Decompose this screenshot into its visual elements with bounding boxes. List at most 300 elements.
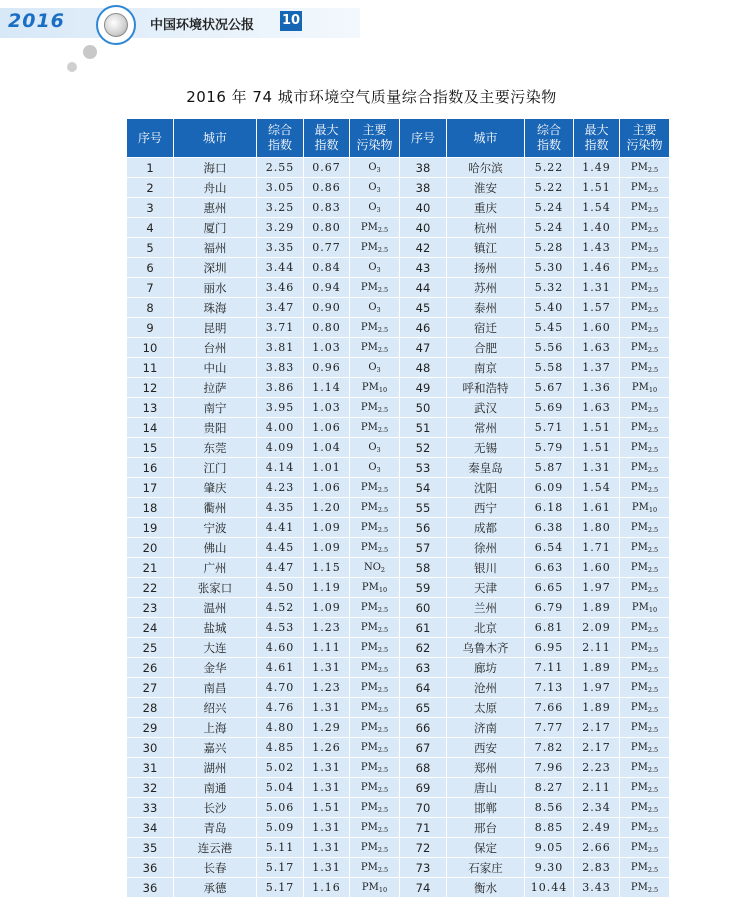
max-index-cell: 1.31 [304,658,350,678]
composite-index-cell: 5.17 [257,878,304,898]
rank-cell: 1 [127,158,174,178]
rank-cell: 43 [400,258,447,278]
rank-cell: 48 [400,358,447,378]
max-index-cell: 1.40 [574,218,620,238]
main-pollutant-cell: $PM_{2.5}$ [620,198,670,218]
city-cell: 衢州 [174,498,257,518]
max-index-cell: 0.94 [304,278,350,298]
table-row [127,298,670,318]
max-index-cell: 1.54 [574,478,620,498]
table-row [127,518,670,538]
rank-cell: 9 [127,318,174,338]
composite-index-cell: 7.77 [525,718,574,738]
max-index-cell: 2.34 [574,798,620,818]
rank-cell: 68 [400,758,447,778]
rank-cell: 62 [400,638,447,658]
table-row [127,218,670,238]
composite-index-cell: 5.22 [525,178,574,198]
max-index-cell: 0.84 [304,258,350,278]
max-index-cell: 2.83 [574,858,620,878]
composite-index-cell: 6.95 [525,638,574,658]
city-cell: 邯郸 [447,798,525,818]
max-index-cell: 1.03 [304,398,350,418]
main-pollutant-cell: $PM_{2.5}$ [620,638,670,658]
table-row [127,638,670,658]
max-index-cell: 1.51 [574,178,620,198]
rank-cell: 65 [400,698,447,718]
max-index-cell: 1.31 [304,698,350,718]
composite-index-cell: 4.23 [257,478,304,498]
page-number: 10 [280,11,302,31]
main-pollutant-cell: $PM_{10}$ [620,598,670,618]
rank-cell: 15 [127,438,174,458]
max-index-cell: 0.96 [304,358,350,378]
rank-cell: 71 [400,818,447,838]
rank-cell: 73 [400,858,447,878]
table-row [127,358,670,378]
rank-cell: 32 [127,778,174,798]
main-pollutant-cell: $PM_{2.5}$ [620,838,670,858]
main-pollutant-cell: $PM_{2.5}$ [620,578,670,598]
main-pollutant-cell: $PM_{10}$ [620,378,670,398]
composite-index-cell: 5.02 [257,758,304,778]
rank-cell: 66 [400,718,447,738]
main-pollutant-cell: $PM_{10}$ [620,498,670,518]
rank-cell: 5 [127,238,174,258]
max-index-cell: 1.14 [304,378,350,398]
main-pollutant-cell: $PM_{2.5}$ [350,518,400,538]
composite-index-cell: 3.29 [257,218,304,238]
composite-index-cell: 3.95 [257,398,304,418]
city-cell: 江门 [174,458,257,478]
composite-index-cell: 4.61 [257,658,304,678]
main-pollutant-cell: $NO_2$ [350,558,400,578]
composite-index-cell: 2.55 [257,158,304,178]
col-header-city: 城市 [447,119,525,158]
col-header-main-pollutant: 主要 污染物 [620,119,670,158]
city-cell: 淮安 [447,178,525,198]
composite-index-cell: 7.82 [525,738,574,758]
max-index-cell: 1.61 [574,498,620,518]
rank-cell: 23 [127,598,174,618]
main-pollutant-cell: $PM_{2.5}$ [620,618,670,638]
main-pollutant-cell: $PM_{10}$ [350,578,400,598]
max-index-cell: 1.04 [304,438,350,458]
main-pollutant-cell: $PM_{2.5}$ [350,478,400,498]
city-cell: 呼和浩特 [447,378,525,398]
main-pollutant-cell: $PM_{2.5}$ [350,278,400,298]
composite-index-cell: 5.24 [525,218,574,238]
rank-cell: 45 [400,298,447,318]
city-cell: 成都 [447,518,525,538]
city-cell: 湖州 [174,758,257,778]
city-cell: 绍兴 [174,698,257,718]
city-cell: 哈尔滨 [447,158,525,178]
main-pollutant-cell: $PM_{2.5}$ [350,838,400,858]
main-pollutant-cell: $PM_{2.5}$ [350,858,400,878]
city-cell: 常州 [447,418,525,438]
composite-index-cell: 4.35 [257,498,304,518]
composite-index-cell: 6.38 [525,518,574,538]
max-index-cell: 2.09 [574,618,620,638]
composite-index-cell: 4.47 [257,558,304,578]
max-index-cell: 2.49 [574,818,620,838]
city-cell: 廊坊 [447,658,525,678]
main-pollutant-cell: $PM_{2.5}$ [350,498,400,518]
rank-cell: 60 [400,598,447,618]
rank-cell: 40 [400,218,447,238]
composite-index-cell: 4.70 [257,678,304,698]
city-cell: 中山 [174,358,257,378]
main-pollutant-cell: $PM_{2.5}$ [350,398,400,418]
max-index-cell: 0.80 [304,318,350,338]
composite-index-cell: 6.54 [525,538,574,558]
max-index-cell: 1.80 [574,518,620,538]
table-row [127,798,670,818]
table-row [127,618,670,638]
max-index-cell: 1.63 [574,338,620,358]
table-row [127,158,670,178]
max-index-cell: 1.01 [304,458,350,478]
rank-cell: 20 [127,538,174,558]
main-pollutant-cell: $PM_{2.5}$ [620,878,670,898]
max-index-cell: 1.57 [574,298,620,318]
rank-cell: 38 [400,178,447,198]
composite-index-cell: 5.32 [525,278,574,298]
col-header-max-index: 最大 指数 [304,119,350,158]
city-cell: 上海 [174,718,257,738]
main-pollutant-cell: $PM_{2.5}$ [620,398,670,418]
composite-index-cell: 5.45 [525,318,574,338]
main-pollutant-cell: $PM_{2.5}$ [350,638,400,658]
composite-index-cell: 5.17 [257,858,304,878]
composite-index-cell: 7.11 [525,658,574,678]
city-cell: 珠海 [174,298,257,318]
rank-cell: 56 [400,518,447,538]
city-cell: 张家口 [174,578,257,598]
city-cell: 郑州 [447,758,525,778]
max-index-cell: 1.11 [304,638,350,658]
main-pollutant-cell: $PM_{2.5}$ [620,238,670,258]
max-index-cell: 0.80 [304,218,350,238]
rank-cell: 47 [400,338,447,358]
rank-cell: 12 [127,378,174,398]
table-header-row [127,119,670,158]
rank-cell: 26 [127,658,174,678]
main-pollutant-cell: $PM_{10}$ [350,378,400,398]
max-index-cell: 1.09 [304,538,350,558]
composite-index-cell: 3.83 [257,358,304,378]
table-row [127,838,670,858]
composite-index-cell: 5.56 [525,338,574,358]
rank-cell: 34 [127,818,174,838]
table-row [127,758,670,778]
city-cell: 昆明 [174,318,257,338]
rank-cell: 28 [127,698,174,718]
max-index-cell: 1.31 [304,818,350,838]
city-cell: 无锡 [447,438,525,458]
rank-cell: 6 [127,258,174,278]
city-cell: 贵阳 [174,418,257,438]
main-pollutant-cell: $PM_{2.5}$ [620,298,670,318]
composite-index-cell: 6.81 [525,618,574,638]
main-pollutant-cell: $PM_{2.5}$ [620,698,670,718]
composite-index-cell: 3.86 [257,378,304,398]
table-row [127,458,670,478]
composite-index-cell: 4.09 [257,438,304,458]
table-row [127,858,670,878]
col-header-max-index: 最大 指数 [574,119,620,158]
city-cell: 东莞 [174,438,257,458]
city-cell: 金华 [174,658,257,678]
main-pollutant-cell: $PM_{2.5}$ [620,458,670,478]
city-cell: 舟山 [174,178,257,198]
main-pollutant-cell: $PM_{2.5}$ [620,318,670,338]
main-pollutant-cell: $PM_{2.5}$ [350,598,400,618]
rank-cell: 70 [400,798,447,818]
air-quality-table [126,118,670,898]
composite-index-cell: 3.35 [257,238,304,258]
table-row [127,678,670,698]
composite-index-cell: 3.47 [257,298,304,318]
main-pollutant-cell: $PM_{2.5}$ [350,318,400,338]
max-index-cell: 1.63 [574,398,620,418]
main-pollutant-cell: $PM_{2.5}$ [620,358,670,378]
table-row [127,738,670,758]
max-index-cell: 3.43 [574,878,620,898]
composite-index-cell: 9.05 [525,838,574,858]
col-header-rank: 序号 [400,119,447,158]
city-cell: 苏州 [447,278,525,298]
composite-index-cell: 3.44 [257,258,304,278]
main-pollutant-cell: $O_3$ [350,198,400,218]
composite-index-cell: 4.76 [257,698,304,718]
table-row [127,378,670,398]
decorative-dot [67,62,77,72]
city-cell: 天津 [447,578,525,598]
max-index-cell: 1.60 [574,318,620,338]
composite-index-cell: 8.85 [525,818,574,838]
max-index-cell: 0.67 [304,158,350,178]
main-pollutant-cell: $PM_{2.5}$ [620,718,670,738]
city-cell: 重庆 [447,198,525,218]
max-index-cell: 1.16 [304,878,350,898]
rank-cell: 4 [127,218,174,238]
composite-index-cell: 3.25 [257,198,304,218]
city-cell: 兰州 [447,598,525,618]
rank-cell: 25 [127,638,174,658]
max-index-cell: 1.37 [574,358,620,378]
rank-cell: 36 [127,858,174,878]
rank-cell: 64 [400,678,447,698]
composite-index-cell: 4.45 [257,538,304,558]
composite-index-cell: 4.00 [257,418,304,438]
city-cell: 镇江 [447,238,525,258]
max-index-cell: 1.31 [304,858,350,878]
table-row [127,578,670,598]
city-cell: 连云港 [174,838,257,858]
city-cell: 衡水 [447,878,525,898]
col-header-city: 城市 [174,119,257,158]
rank-cell: 49 [400,378,447,398]
max-index-cell: 1.97 [574,578,620,598]
main-pollutant-cell: $PM_{2.5}$ [350,678,400,698]
max-index-cell: 1.89 [574,598,620,618]
rank-cell: 59 [400,578,447,598]
table-row [127,278,670,298]
rank-cell: 38 [400,158,447,178]
city-cell: 拉萨 [174,378,257,398]
composite-index-cell: 7.96 [525,758,574,778]
table-row [127,878,670,898]
city-cell: 南京 [447,358,525,378]
city-cell: 海口 [174,158,257,178]
table-row [127,498,670,518]
composite-index-cell: 5.69 [525,398,574,418]
city-cell: 厦门 [174,218,257,238]
main-pollutant-cell: $O_3$ [350,458,400,478]
main-pollutant-cell: $O_3$ [350,438,400,458]
report-year: 2016 [8,10,65,32]
rank-cell: 35 [127,838,174,858]
max-index-cell: 1.31 [304,778,350,798]
city-cell: 乌鲁木齐 [447,638,525,658]
rank-cell: 54 [400,478,447,498]
rank-cell: 7 [127,278,174,298]
max-index-cell: 1.31 [574,458,620,478]
rank-cell: 21 [127,558,174,578]
rank-cell: 30 [127,738,174,758]
max-index-cell: 1.71 [574,538,620,558]
table-row [127,238,670,258]
main-pollutant-cell: $PM_{2.5}$ [620,658,670,678]
max-index-cell: 1.51 [304,798,350,818]
composite-index-cell: 4.85 [257,738,304,758]
rank-cell: 16 [127,458,174,478]
city-cell: 温州 [174,598,257,618]
composite-index-cell: 4.60 [257,638,304,658]
max-index-cell: 1.15 [304,558,350,578]
city-cell: 青岛 [174,818,257,838]
max-index-cell: 1.09 [304,598,350,618]
rank-cell: 8 [127,298,174,318]
city-cell: 邢台 [447,818,525,838]
rank-cell: 46 [400,318,447,338]
main-pollutant-cell: $O_3$ [350,358,400,378]
rank-cell: 61 [400,618,447,638]
max-index-cell: 0.83 [304,198,350,218]
city-cell: 泰州 [447,298,525,318]
main-pollutant-cell: $PM_{2.5}$ [350,738,400,758]
main-pollutant-cell: $PM_{2.5}$ [620,218,670,238]
rank-cell: 27 [127,678,174,698]
composite-index-cell: 4.80 [257,718,304,738]
composite-index-cell: 4.41 [257,518,304,538]
rank-cell: 2 [127,178,174,198]
city-cell: 佛山 [174,538,257,558]
city-cell: 太原 [447,698,525,718]
rank-cell: 52 [400,438,447,458]
city-cell: 唐山 [447,778,525,798]
max-index-cell: 1.46 [574,258,620,278]
city-cell: 深圳 [174,258,257,278]
composite-index-cell: 5.79 [525,438,574,458]
max-index-cell: 1.51 [574,418,620,438]
rank-cell: 58 [400,558,447,578]
max-index-cell: 0.90 [304,298,350,318]
composite-index-cell: 3.71 [257,318,304,338]
composite-index-cell: 5.09 [257,818,304,838]
composite-index-cell: 6.09 [525,478,574,498]
rank-cell: 40 [400,198,447,218]
max-index-cell: 1.29 [304,718,350,738]
rank-cell: 18 [127,498,174,518]
city-cell: 南通 [174,778,257,798]
main-pollutant-cell: $PM_{2.5}$ [620,758,670,778]
main-pollutant-cell: $PM_{2.5}$ [350,418,400,438]
main-pollutant-cell: $PM_{2.5}$ [350,538,400,558]
table-row [127,598,670,618]
main-pollutant-cell: $PM_{2.5}$ [620,158,670,178]
city-cell: 宿迁 [447,318,525,338]
rank-cell: 36 [127,878,174,898]
composite-index-cell: 10.44 [525,878,574,898]
table-row [127,178,670,198]
table-row [127,478,670,498]
rank-cell: 53 [400,458,447,478]
composite-index-cell: 5.22 [525,158,574,178]
city-cell: 广州 [174,558,257,578]
rank-cell: 22 [127,578,174,598]
main-pollutant-cell: $PM_{2.5}$ [620,258,670,278]
city-cell: 徐州 [447,538,525,558]
composite-index-cell: 5.40 [525,298,574,318]
main-pollutant-cell: $O_3$ [350,258,400,278]
rank-cell: 17 [127,478,174,498]
composite-index-cell: 6.65 [525,578,574,598]
city-cell: 肇庆 [174,478,257,498]
max-index-cell: 1.19 [304,578,350,598]
max-index-cell: 1.36 [574,378,620,398]
composite-index-cell: 8.56 [525,798,574,818]
composite-index-cell: 4.53 [257,618,304,638]
rank-cell: 19 [127,518,174,538]
max-index-cell: 1.23 [304,618,350,638]
rank-cell: 31 [127,758,174,778]
composite-index-cell: 5.11 [257,838,304,858]
rank-cell: 42 [400,238,447,258]
table-row [127,398,670,418]
city-cell: 惠州 [174,198,257,218]
rank-cell: 67 [400,738,447,758]
table-row [127,338,670,358]
main-pollutant-cell: $O_3$ [350,298,400,318]
composite-index-cell: 3.05 [257,178,304,198]
city-cell: 南昌 [174,678,257,698]
composite-index-cell: 7.13 [525,678,574,698]
city-cell: 银川 [447,558,525,578]
max-index-cell: 1.26 [304,738,350,758]
max-index-cell: 1.03 [304,338,350,358]
city-cell: 扬州 [447,258,525,278]
main-pollutant-cell: $PM_{2.5}$ [620,338,670,358]
city-cell: 保定 [447,838,525,858]
composite-index-cell: 4.52 [257,598,304,618]
main-pollutant-cell: $PM_{2.5}$ [350,798,400,818]
rank-cell: 74 [400,878,447,898]
city-cell: 西安 [447,738,525,758]
max-index-cell: 1.54 [574,198,620,218]
